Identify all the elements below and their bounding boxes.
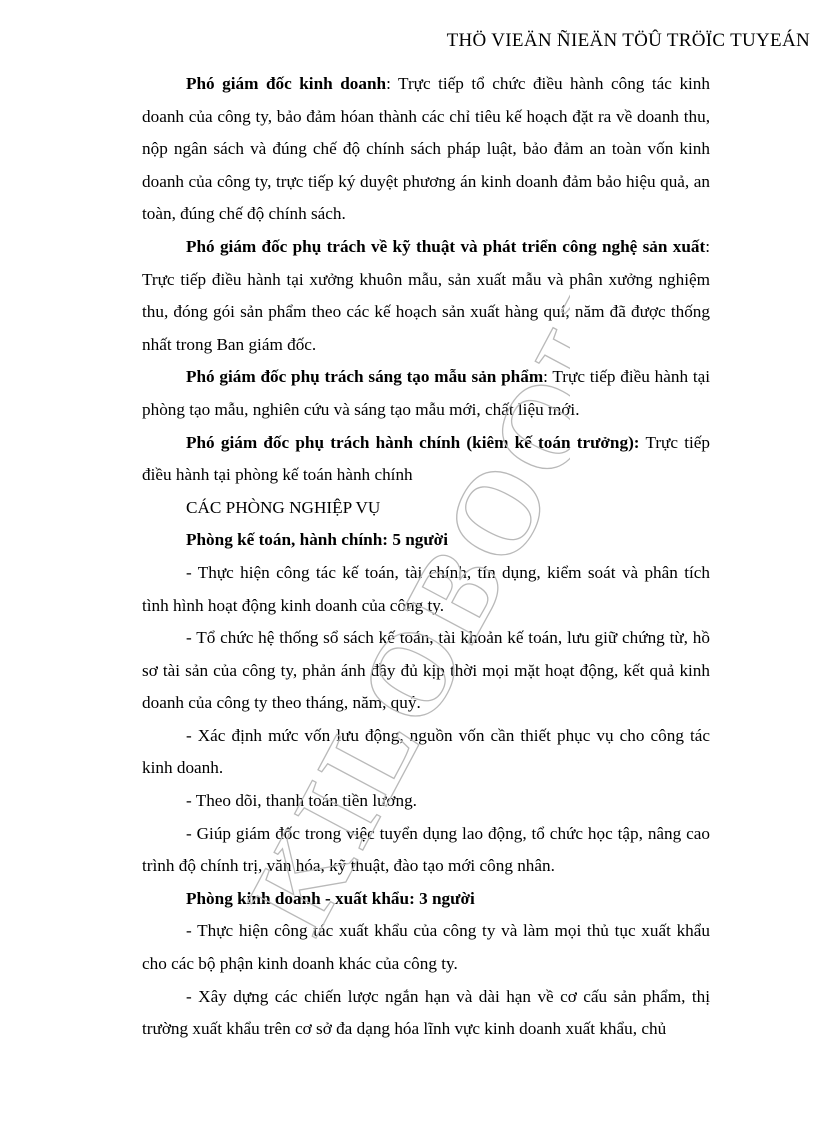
paragraph-bold-lead: Phó giám đốc phụ trách về kỹ thuật và phát triển công nghệ sản xuất xyxy=(186,236,706,256)
paragraph-admin-director xyxy=(142,427,710,492)
export-heading-text: Phòng kinh doanh - xuất khẩu: 3 người xyxy=(186,888,475,908)
list-item: - Thực hiện công tác kế toán, tài chính, tín dụng, kiểm soát và phân tích tình hình hoạt động kinh doanh của công ty. xyxy=(142,562,710,615)
list-item: - Xác định mức vốn lưu động, nguồn vốn cần thiết phục vụ cho công tác kinh doanh. xyxy=(142,725,710,778)
list-item: - Thực hiện công tác xuất khẩu của công ty và làm mọi thủ tục xuất khẩu cho các bộ phận kinh doanh khác của công ty. xyxy=(142,921,710,974)
paragraph-business-director xyxy=(142,68,710,231)
document-body xyxy=(142,68,710,1046)
watermark-text: KILOBOOKS.CO xyxy=(222,150,570,953)
paragraph-bold-lead: Phó giám đốc kinh doanh xyxy=(186,74,387,93)
paragraph-text: : Trực tiếp điều hành tại xưởng khuôn mẫu, sản xuất mẫu và phân xưởng nghiệm thu, đóng gói sản phẩm theo các kế hoạch sản xuất hàng quí, năm đã được thống nhất trong Ban giám đốc. xyxy=(142,236,710,354)
list-item: - Tổ chức hệ thống sổ sách kế toán, tài khoản kế toán, lưu giữ chứng từ, hồ sơ tài sản của công ty, phản ánh đầy đủ kịp thời mọi mặt hoạt động, kết quả kinh doanh của công ty theo tháng, năm, quý. xyxy=(142,628,710,713)
list-item: - Giúp giám đốc trong việc tuyển dụng lao động, tổ chức học tập, nâng cao trình độ chính trị, văn hóa, kỹ thuật, đào tạo mới công nhân. xyxy=(142,823,710,876)
export-heading xyxy=(142,883,710,916)
paragraph-technical-director xyxy=(142,231,710,361)
paragraph-design-director xyxy=(142,361,710,426)
section-heading: CÁC PHÒNG NGHIỆP VỤ xyxy=(186,497,381,517)
paragraph-text: : Trực tiếp điều hành tại phòng tạo mẫu, nghiên cứu và sáng tạo mẫu mới, chất liệu mới. xyxy=(142,367,710,419)
paragraph-bold-lead: Phó giám đốc phụ trách sáng tạo mẫu sản phẩm xyxy=(186,367,544,387)
paragraph-bold-lead: Phó giám đốc phụ trách hành chính (kiêm kế toán trưởng): xyxy=(186,432,640,452)
list-item: - Xây dựng các chiến lược ngắn hạn và dài hạn về cơ cấu sản phẩm, thị trường xuất khẩu trên cơ sở đa dạng hóa lĩnh vực kinh doanh xuất khẩu, chủ xyxy=(142,986,710,1039)
accounting-heading-text: Phòng kế toán, hành chính: 5 người xyxy=(186,530,448,550)
paragraph-text: Trực tiếp điều hành tại phòng kế toán hành chính xyxy=(142,432,710,485)
paragraph-text: : Trực tiếp tổ chức điều hành công tác kinh doanh của công ty, bảo đảm hóan thành các chỉ tiêu kế hoạch đặt ra về doanh thu, nộp ngân sách và đúng chế độ chính sách pháp luật, bảo đảm an toàn vốn kinh doanh của công ty, trực tiếp ký duyệt phương án kinh doanh đảm bảo hiệu quả, an toàn, đúng chế độ chính sách. xyxy=(142,74,710,224)
page-header: THÖ VIEÄN ÑIEÄN TÖÛ TRÖÏC TUYEÁN xyxy=(446,30,810,51)
accounting-heading xyxy=(142,524,710,557)
list-item: - Theo dõi, thanh toán tiền lương. xyxy=(186,791,417,811)
